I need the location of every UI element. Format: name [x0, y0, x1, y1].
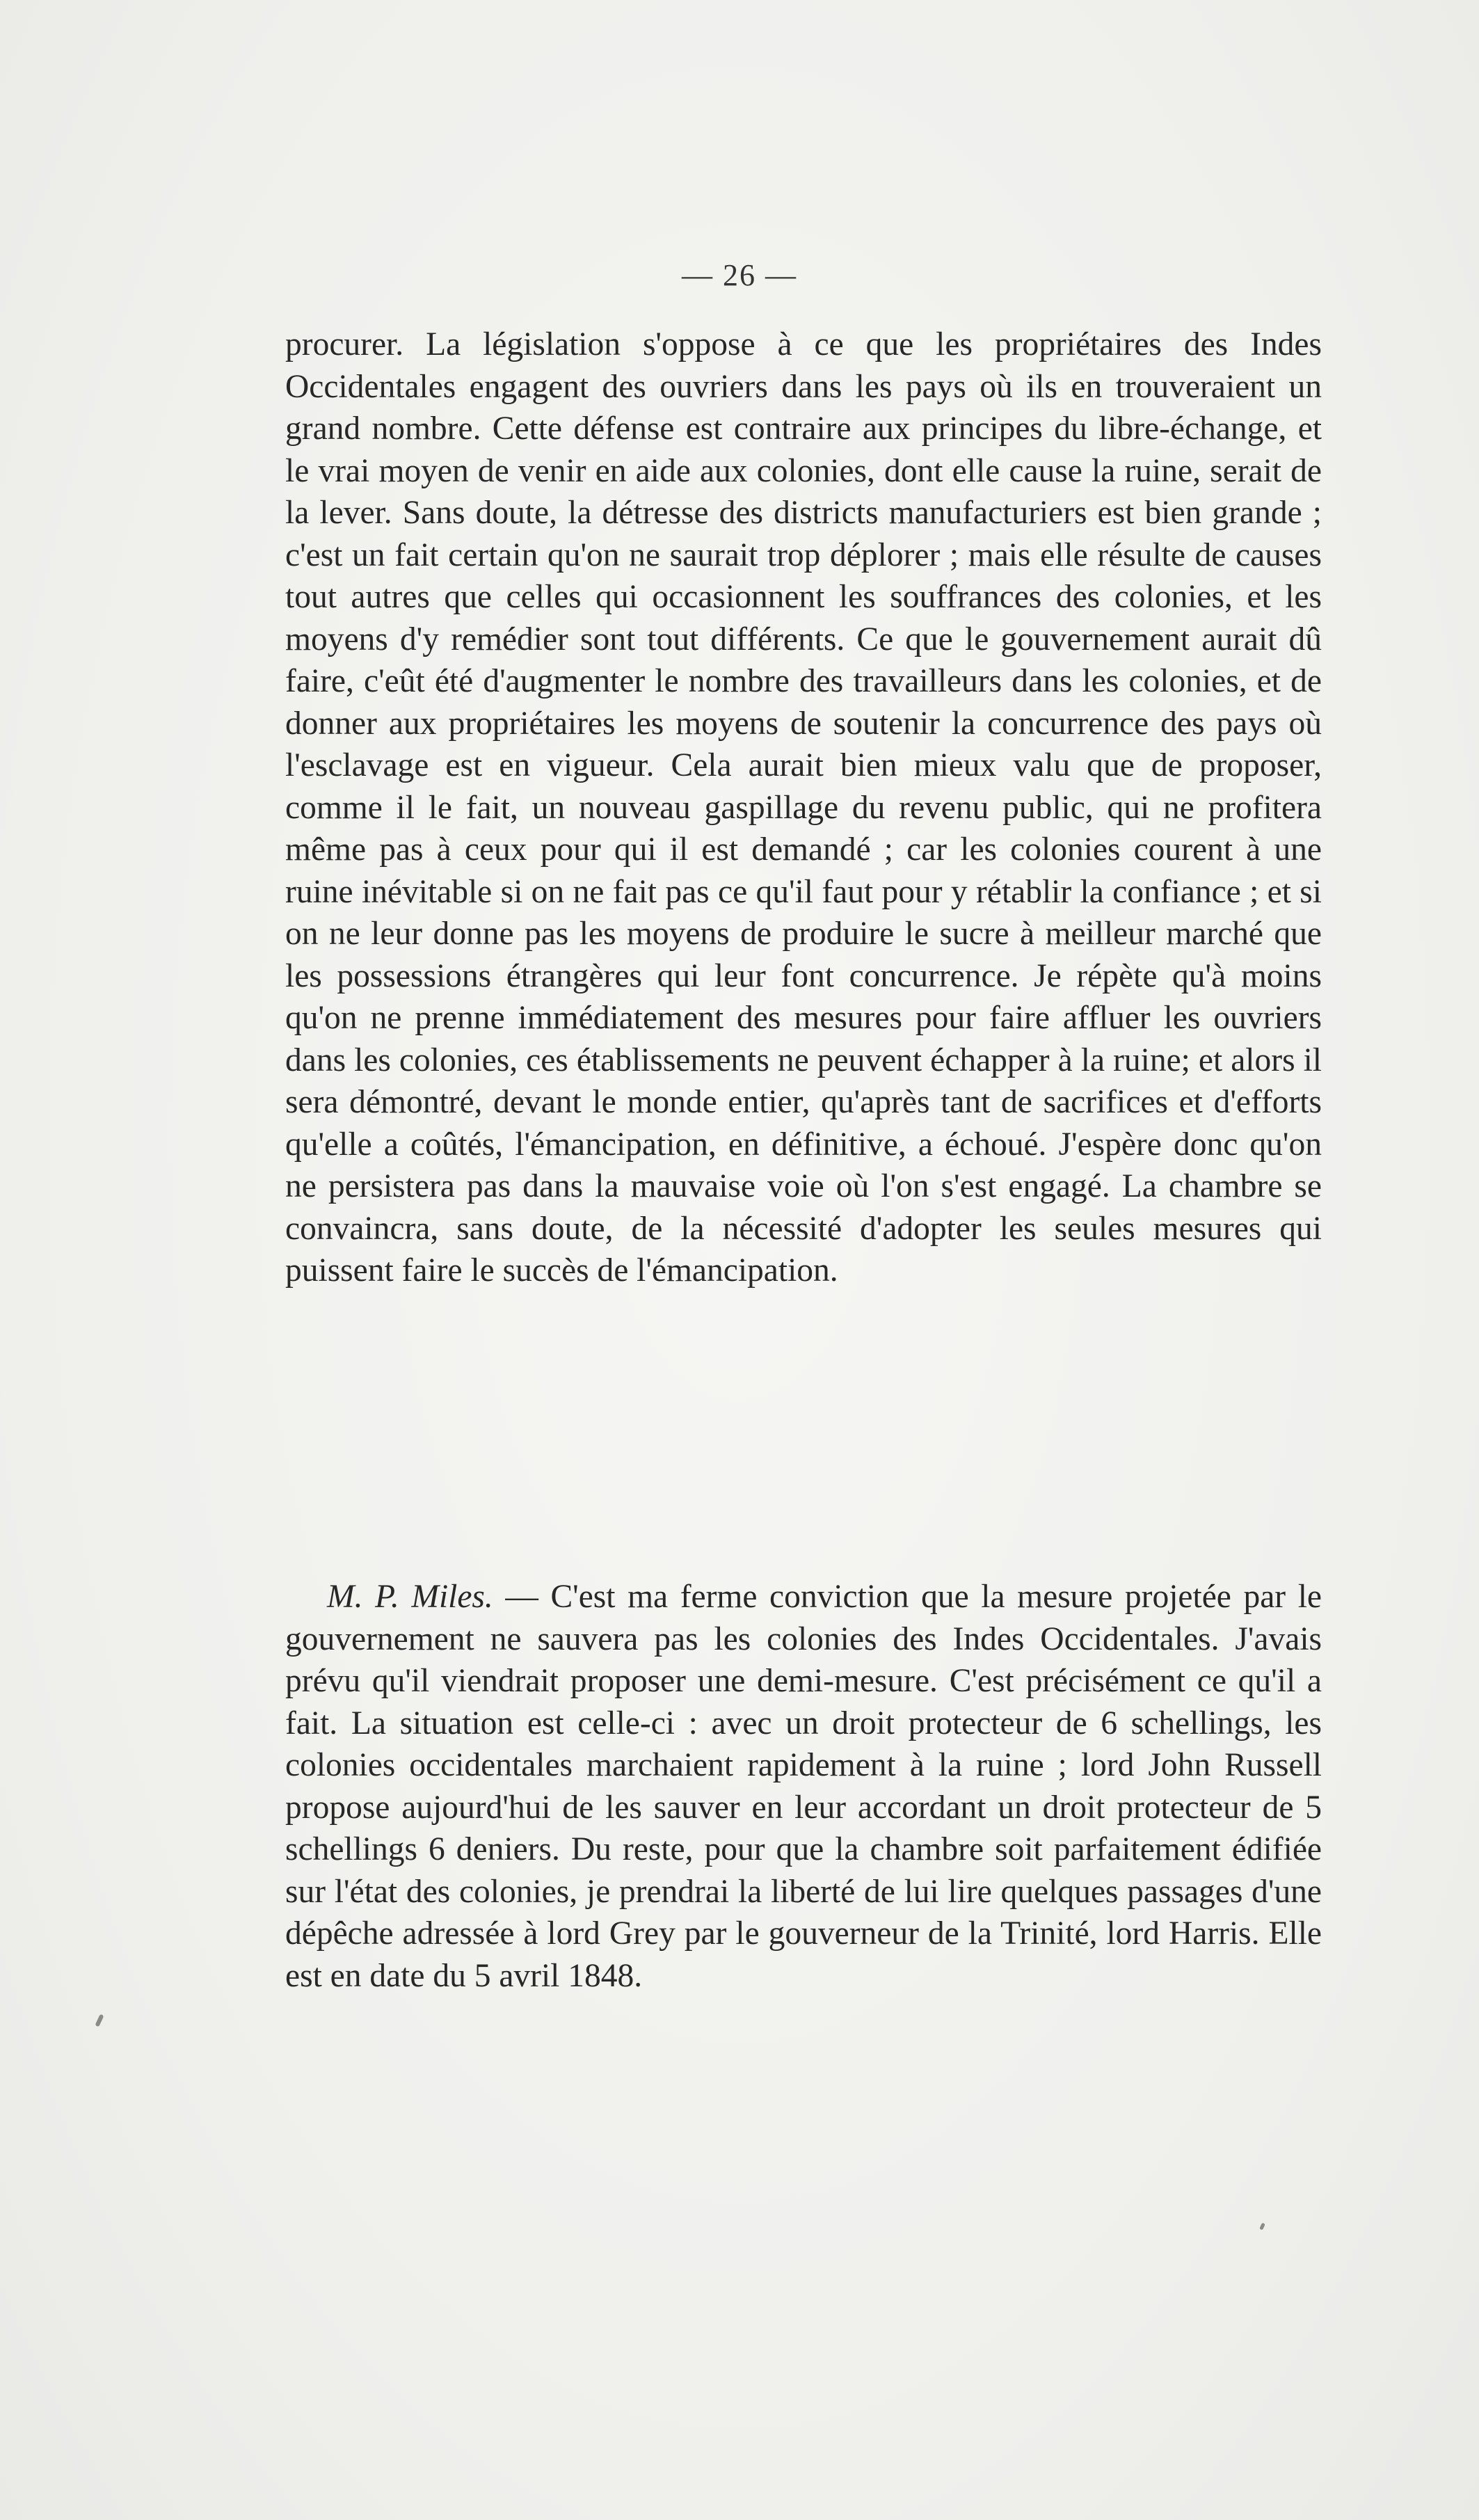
- paragraph-1: procurer. La législation s'oppose à ce que les propriétaires des Indes Occidentales engagent des ouvriers dans les pays où ils en trouveraient un grand nombre. Cette défense est contraire aux principes du libre-échange, et le vrai moyen de venir en aide aux colonies, dont elle cause la ruine, serait de la lever. Sans doute, la détresse des districts manufacturiers est bien grande ; c'est un fait certain qu'on ne saurait trop déplorer ; mais elle résulte de causes tout autres que celles qui occasionnent les souffrances des colonies, et les moyens d'y remédier sont tout différents. Ce que le gouvernement aurait dû faire, c'eût été d'augmenter le nombre des travailleurs dans les colonies, et de donner aux propriétaires les moyens de soutenir la concurrence des pays où l'esclavage est en vigueur. Cela aurait bien mieux valu que de proposer, comme il le fait, un nouveau gaspillage du revenu public, qui ne profitera même pas à ceux pour qui il est demandé ; car les colonies courent à une ruine inévitable si on ne fait pas ce qu'il faut pour y rétablir la confiance ; et si on ne leur donne pas les moyens de produire le sucre à meilleur marché que les possessions étrangères qui leur font concurrence. Je répète qu'à moins qu'on ne prenne immédiatement des mesures pour faire affluer les ouvriers dans les colonies, ces établissements ne peuvent échapper à la ruine; et alors il sera démontré, devant le monde entier, qu'après tant de sacrifices et d'efforts qu'elle a coûtés, l'émancipation, en définitive, a échoué. J'espère donc qu'on ne persistera pas dans la mauvaise voie où l'on s'est engagé. La chambre se convaincra, sans doute, de la nécessité d'adopter les seules mesures qui puissent faire le succès de l'émancipation.: [285, 326, 1322, 1289]
- paragraph-2-text: — C'est ma ferme conviction que la mesure projetée par le gouvernement ne sauvera pas les colonies des Indes Occidentales. J'avais prévu qu'il viendrait proposer une demi-mesure. C'est précisément ce qu'il a fait. La situation est celle-ci : avec un droit protecteur de 6 schellings, les colonies occidentales marchaient rapidement à la ruine ; lord John Russell propose aujourd'hui de les sauver en leur accordant un droit protecteur de 5 schellings 6 deniers. Du reste, pour que la chambre soit parfaitement édifiée sur l'état des colonies, je prendrai la liberté de lui lire quelques passages d'une dépêche adressée à lord Grey par le gouverneur de la Trinité, lord Harris. Elle est en date du 5 avril 1848.: [285, 1579, 1322, 1994]
- page-number: — 26 —: [682, 258, 797, 292]
- speaker-name: M. P. Miles.: [327, 1579, 493, 1615]
- paragraph-2: [285, 1576, 1322, 1997]
- paper-speck: [95, 2014, 104, 2027]
- paper-speck: [1259, 2222, 1265, 2230]
